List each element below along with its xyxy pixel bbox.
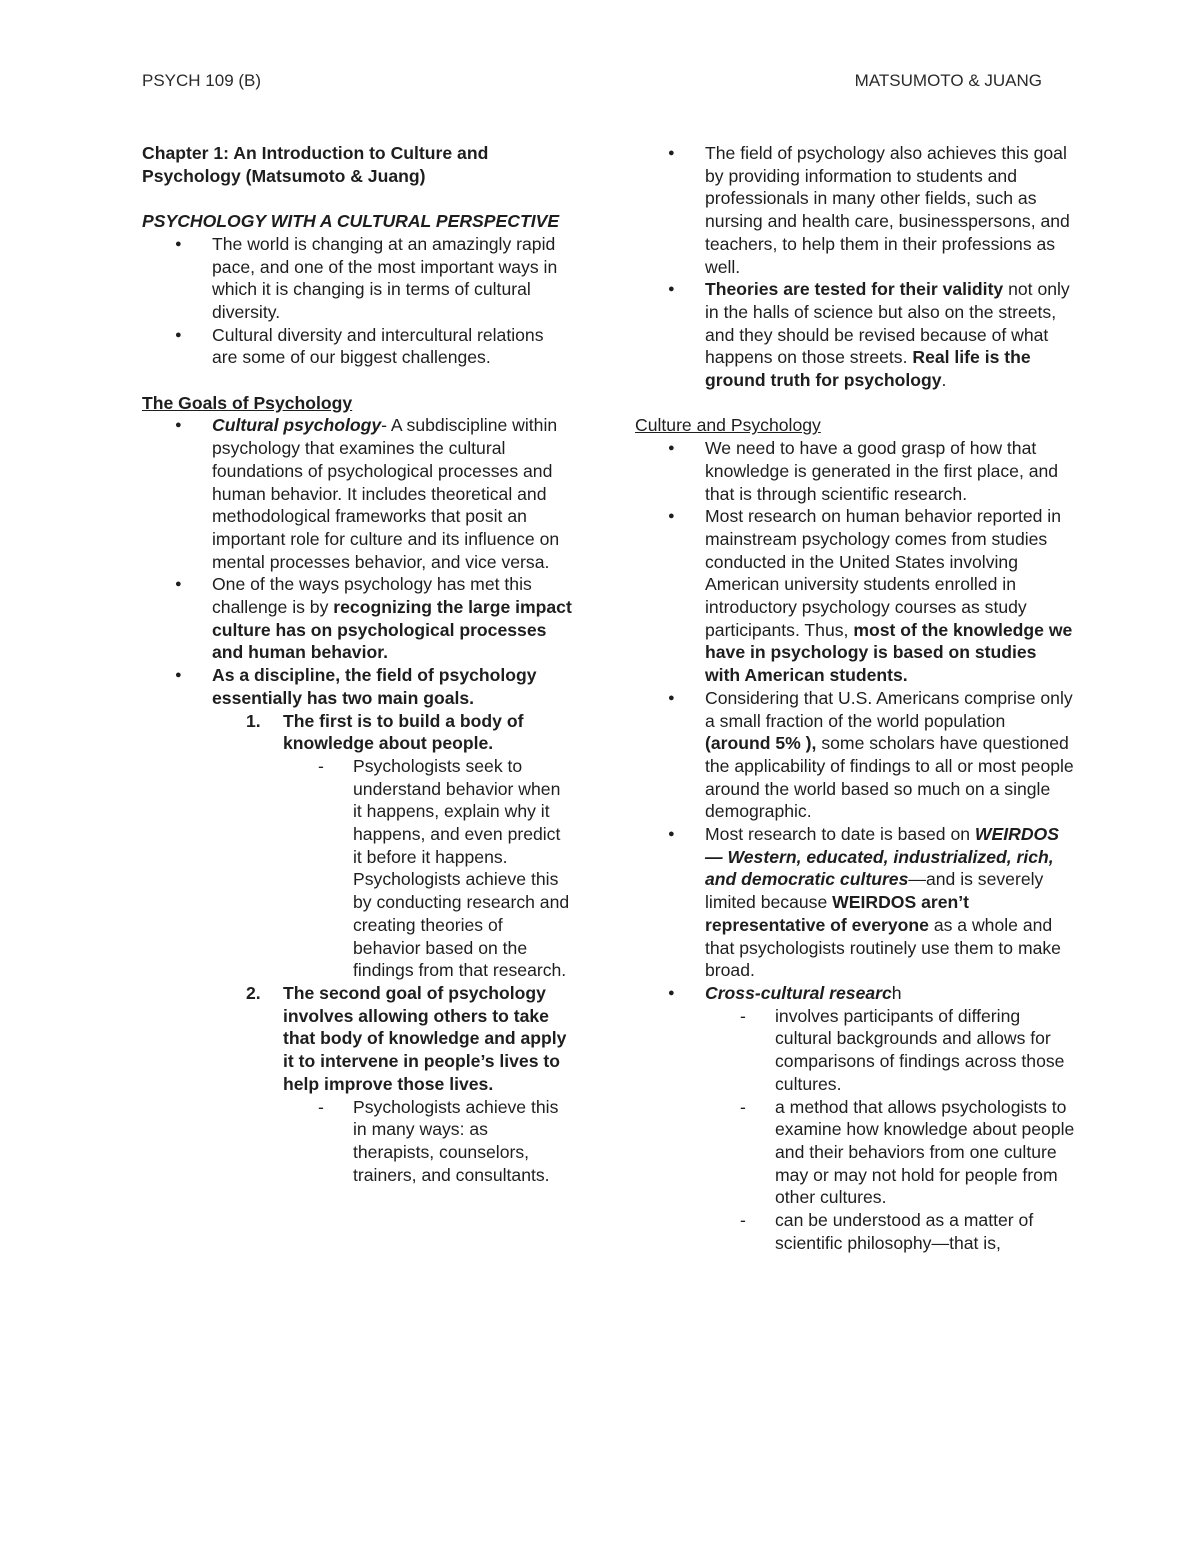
body-text: Most research on human behavior reported in mainstream psychology comes from studies conducted in the United States involving American university students enrolled in introductory psychology courses as study participants. Thus, <box>705 506 1061 640</box>
bullet-list <box>635 437 1075 1254</box>
list-item <box>705 823 1075 982</box>
list-item: ● We need to have a good grasp of how that knowledge is generated in the first place, and that is through scientific research. <box>705 437 1075 505</box>
body-text: Considering that U.S. Americans comprise only a small fraction of the world population <box>705 687 1073 731</box>
bullet-list <box>142 233 572 369</box>
emphasis-text: recognizing the large impact culture has on psychological processes and human behavior. <box>212 597 572 663</box>
section-heading-culture-psychology: Culture and Psychology <box>635 415 821 436</box>
section-heading-goals: The Goals of Psychology <box>142 392 353 413</box>
header-authors: MATSUMOTO & JUANG <box>854 71 1042 90</box>
emphasis-text: (around 5% ), <box>705 733 817 754</box>
dash-list <box>705 1005 1075 1255</box>
goal-text: The second goal of psychology involves allowing others to take that body of knowledge and apply it to intervene in people’s lives to help improve those lives. <box>283 982 567 1094</box>
list-item: - Psychologists seek to understand behavior when it happens, explain why it happens, and even predict it before it happens. Psychologists achieve this by conducting research and creating theories of behavior based on the findings from that research. <box>353 755 572 982</box>
body-text: —and is severely limited because <box>705 869 1044 913</box>
body-text: not only in the halls of science but also on the streets, and they should be revised because of what happens on those streets. <box>705 279 1070 368</box>
list-item: ● The world is changing at an amazingly rapid pace, and one of the most important ways in which it is changing is in terms of cultural diversity. <box>212 233 572 324</box>
body-text: One of the ways psychology has met this challenge is by <box>212 574 532 618</box>
dash-list <box>283 755 572 982</box>
list-item <box>246 982 572 1186</box>
spacer <box>142 369 572 392</box>
list-item <box>705 687 1075 823</box>
bullet-list <box>142 414 572 1186</box>
list-number: 1. <box>246 710 261 731</box>
list-item <box>705 278 1075 392</box>
list-item <box>246 710 572 982</box>
term-cross-cultural-research: Cross-cultural researc <box>705 983 892 1003</box>
emphasis-text: WEIRDOS aren’t representative of everyone <box>705 892 969 935</box>
goal-text: The first is to build a body of knowledge about people. <box>283 710 524 754</box>
list-item: - involves participants of differing cultural backgrounds and allows for comparisons of findings across those cultures. <box>775 1005 1075 1096</box>
list-item <box>212 664 572 1186</box>
body-text: . <box>941 370 947 391</box>
emphasis-text: Theories are tested for their validity <box>705 279 1004 300</box>
definition-text: - A subdiscipline within psychology that examines the cultural foundations of psychological processes and human behavior. It includes theoretical and methodological frameworks that posit an important role for culture and its influence on mental processes behavior, and vice versa. <box>212 415 560 572</box>
body-text: Most research to date is based on <box>705 824 975 845</box>
list-item: - can be understood as a matter of scientific philosophy—that is, <box>775 1209 1075 1254</box>
left-column <box>142 142 572 1186</box>
list-item <box>705 982 1075 1254</box>
list-item <box>212 414 572 573</box>
emphasis-text: WEIRDOS— Western, educated, industrialized, rich, and democratic cultures <box>705 824 1059 890</box>
section-heading-cultural-perspective: PSYCHOLOGY WITH A CULTURAL PERSPECTIVE <box>142 211 560 232</box>
list-item: - Psychologists achieve this in many ways: as therapists, counselors, trainers, and consultants. <box>353 1096 572 1187</box>
list-item: - a method that allows psychologists to examine how knowledge about people and their behaviors from one culture may or may not hold for people from other cultures. <box>775 1096 1075 1210</box>
body-text: h <box>891 983 902 1003</box>
emphasis-text: As a discipline, the field of psychology essentially has two main goals. <box>212 665 537 708</box>
term-cultural-psychology: Cultural psychology <box>212 415 382 436</box>
bullet-list <box>635 142 1075 392</box>
body-text: as a whole and that psychologists routinely use them to make broad. <box>705 914 1061 981</box>
header-course: PSYCH 109 (B) <box>142 71 262 90</box>
chapter-title: Chapter 1: An Introduction to Culture and Psychology (Matsumoto & Juang) <box>142 143 489 186</box>
emphasis-text: most of the knowledge we have in psychology is based on studies with American students. <box>705 619 1073 686</box>
spacer <box>142 187 572 210</box>
list-number: 2. <box>246 982 261 1003</box>
spacer <box>635 392 1075 415</box>
list-item: ● Cultural diversity and intercultural relations are some of our biggest challenges. <box>212 324 572 369</box>
dash-list <box>283 1096 572 1187</box>
body-text: some scholars have questioned the applicability of findings to all or most people around the world based so much on a single demographic. <box>705 733 1074 822</box>
list-item <box>212 573 572 664</box>
right-column <box>635 142 1075 1254</box>
numbered-list <box>212 710 572 1187</box>
emphasis-text: Real life is the ground truth for psychology <box>705 347 1031 391</box>
list-item: ● The field of psychology also achieves this goal by providing information to students and professionals in many other fields, such as nursing and health care, businesspersons, and teachers, to help them in their professions as well. <box>705 142 1075 278</box>
list-item <box>705 505 1075 687</box>
